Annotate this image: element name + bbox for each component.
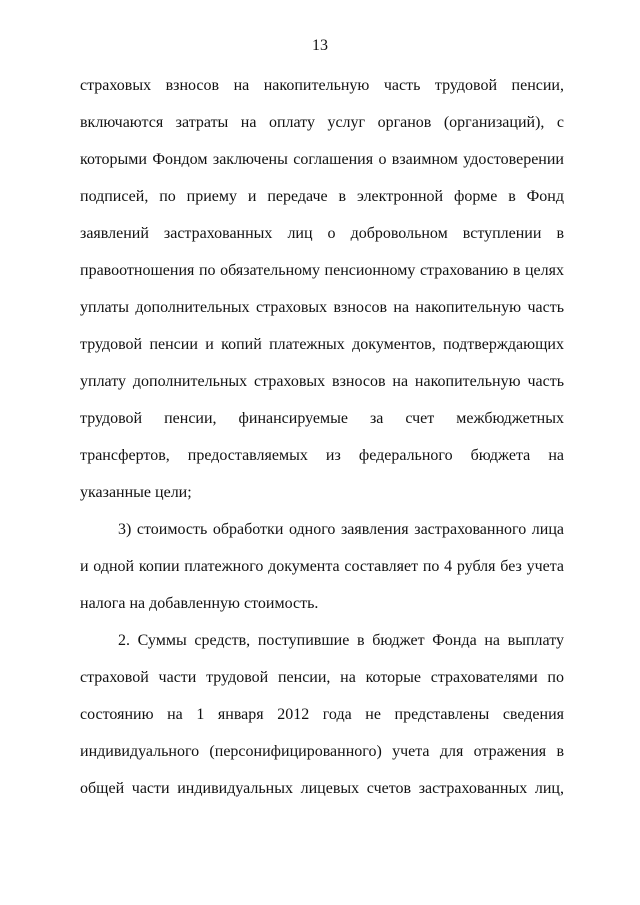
text-line: включаются затраты на оплату услуг органов (организаций), с bbox=[80, 114, 564, 131]
text-line: налога на добавленную стоимость. bbox=[80, 595, 319, 612]
text-line: уплату дополнительных страховых взносов на накопительную часть bbox=[80, 373, 564, 390]
text-line: подписей, по приему и передаче в электронной форме в Фонд bbox=[80, 188, 564, 205]
text-line: уплаты дополнительных страховых взносов на накопительную часть bbox=[80, 299, 564, 316]
text-line: общей части индивидуальных лицевых счетов застрахованных лиц, bbox=[80, 780, 564, 797]
paragraph-3-first-line: 3) стоимость обработки одного заявления застрахованного лица bbox=[118, 521, 564, 538]
text-line: трансфертов, предоставляемых из федерального бюджета на bbox=[80, 447, 564, 464]
text-line: состоянию на 1 января 2012 года не представлены сведения bbox=[80, 706, 564, 723]
text-line: указанные цели; bbox=[80, 484, 192, 501]
text-line: страховых взносов на накопительную часть трудовой пенсии, bbox=[80, 77, 564, 94]
text-line: страховой части трудовой пенсии, на которые страхователями по bbox=[80, 669, 564, 686]
text-line: заявлений застрахованных лиц о добровольном вступлении в bbox=[80, 225, 564, 242]
text-line: которыми Фондом заключены соглашения о взаимном удостоверении bbox=[80, 151, 564, 168]
text-line: трудовой пенсии, финансируемые за счет межбюджетных bbox=[80, 410, 564, 427]
text-line: и одной копии платежного документа составляет по 4 рубля без учета bbox=[80, 558, 564, 575]
text-line: правоотношения по обязательному пенсионному страхованию в целях bbox=[80, 262, 564, 279]
text-line: индивидуального (персонифицированного) учета для отражения в bbox=[80, 743, 564, 760]
paragraph-2-first-line: 2. Суммы средств, поступившие в бюджет Фонда на выплату bbox=[118, 632, 564, 649]
text-line: трудовой пенсии и копий платежных документов, подтверждающих bbox=[80, 336, 564, 353]
page-number: 13 bbox=[312, 37, 328, 54]
